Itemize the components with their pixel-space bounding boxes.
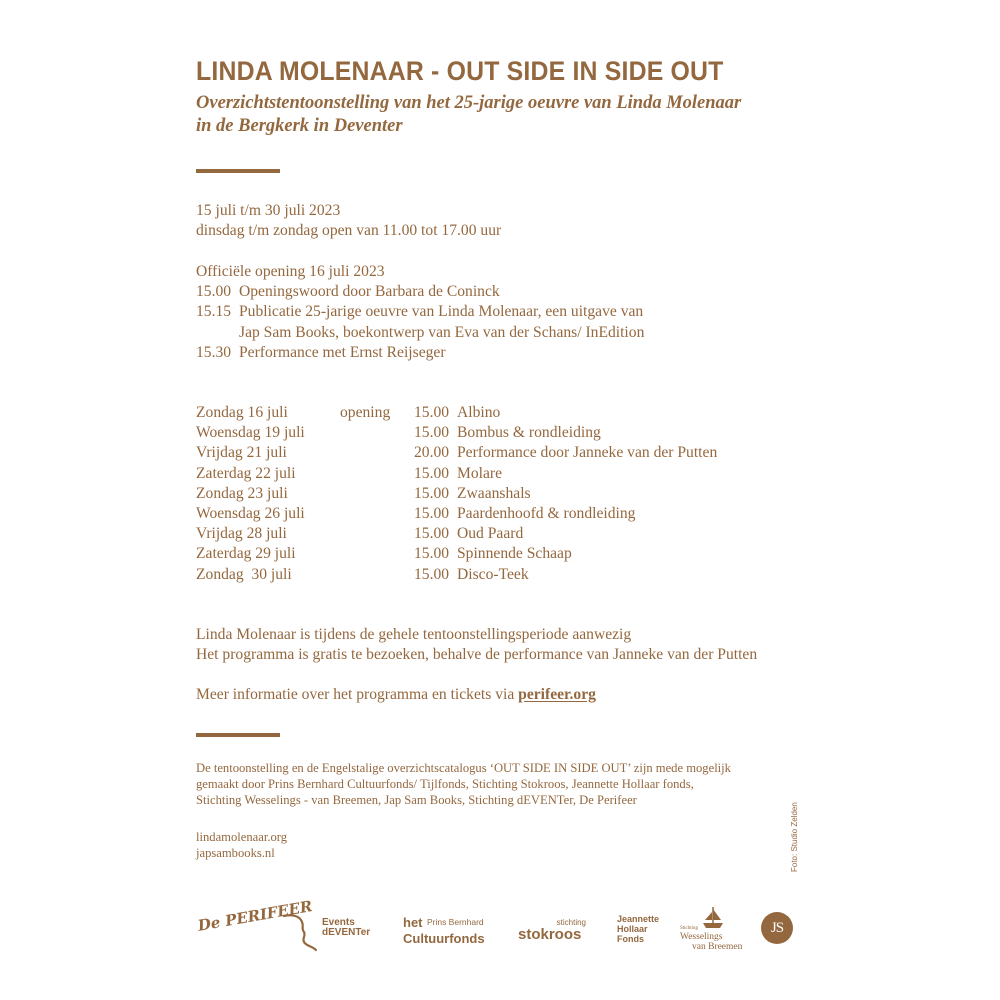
schedule-time: 15.00 bbox=[414, 565, 450, 583]
schedule-time: 15.00 bbox=[414, 464, 450, 482]
subtitle-line-1: Overzichtstentoonstelling van het 25-jarige oeuvre van Linda Molenaar bbox=[196, 93, 742, 113]
stokroos-logo: stichting stokroos bbox=[518, 918, 586, 943]
opening-hours: dinsdag t/m zondag open van 11.00 tot 17.00 uur bbox=[196, 222, 502, 240]
schedule-row bbox=[196, 443, 796, 463]
perifeer-link[interactable]: perifeer.org bbox=[518, 686, 596, 703]
opening-item-text-line2: Jap Sam Books, boekontwerp van Eva van der Schans/ InEdition bbox=[239, 323, 645, 341]
schedule-event: Performance door Janneke van der Putten bbox=[457, 444, 718, 462]
sponsor-text bbox=[196, 760, 731, 809]
lindamolenaar-link[interactable]: lindamolenaar.org bbox=[196, 830, 288, 844]
schedule-row bbox=[196, 544, 796, 564]
schedule-row bbox=[196, 484, 796, 504]
schedule-day: Vrijdag 21 juli bbox=[196, 444, 287, 462]
schedule-time: 15.00 bbox=[414, 484, 450, 502]
schedule-time: 20.00 bbox=[414, 444, 450, 462]
opening-item-text: Performance met Ernst Reijseger bbox=[239, 343, 446, 361]
free-note: Het programma is gratis te bezoeken, behalve de performance van Janneke van der Putten bbox=[196, 646, 758, 664]
opening-item bbox=[196, 302, 756, 322]
schedule-row bbox=[196, 464, 796, 484]
opening-item bbox=[196, 282, 756, 302]
schedule-day: Woensdag 19 juli bbox=[196, 424, 305, 442]
schedule-time: 15.00 bbox=[414, 424, 450, 442]
opening-heading: Officiële opening 16 juli 2023 bbox=[196, 263, 385, 280]
subtitle bbox=[196, 92, 741, 138]
website-links bbox=[196, 829, 287, 861]
schedule-day: Zondag 16 juli bbox=[196, 404, 288, 421]
schedule-event: Paardenhoofd & rondleiding bbox=[457, 504, 636, 522]
opening-item-text: Publicatie 25-jarige oeuvre van Linda Molenaar, een uitgave van bbox=[239, 303, 644, 321]
schedule-row bbox=[196, 423, 796, 443]
info-text: Meer informatie over het programma en tickets via bbox=[196, 686, 519, 703]
opening-item bbox=[196, 343, 756, 363]
schedule-event: Bombus & rondleiding bbox=[457, 424, 601, 442]
opening-item-time: 15.00 bbox=[196, 283, 232, 301]
japsambooks-link[interactable]: japsambooks.nl bbox=[196, 846, 275, 861]
info-line bbox=[196, 685, 596, 705]
notes-block bbox=[196, 625, 757, 665]
prins-bernhard-logo: het Prins Bernhard Cultuurfonds bbox=[403, 915, 485, 946]
schedule-event: Oud Paard bbox=[457, 525, 524, 543]
schedule-event: Molare bbox=[457, 464, 503, 482]
opening-block bbox=[196, 262, 756, 363]
schedule-note: opening bbox=[340, 404, 391, 421]
schedule-day: Zondag 23 juli bbox=[196, 484, 288, 502]
photo-credit: Foto: Studio Zelden bbox=[790, 802, 799, 872]
schedule-time: 15.00 bbox=[414, 404, 450, 421]
schedule-event: Albino bbox=[457, 404, 501, 421]
profile-silhouette-icon bbox=[282, 912, 318, 952]
schedule-day: Vrijdag 28 juli bbox=[196, 525, 287, 543]
schedule-time: 15.00 bbox=[414, 504, 450, 522]
sponsor-line: gemaakt door Prins Bernhard Cultuurfonds/ Tijlfonds, Stichting Stokroos, Jeannette Hollaar fonds, bbox=[196, 777, 694, 792]
subtitle-line-2: in de Bergkerk in Deventer bbox=[196, 116, 403, 136]
schedule-day: Woensdag 26 juli bbox=[196, 504, 305, 522]
opening-item-time: 15.15 bbox=[196, 303, 232, 321]
perifeer-logo: De PERIFEER bbox=[196, 897, 314, 935]
opening-item-text: Openingswoord door Barbara de Coninck bbox=[239, 283, 500, 301]
schedule-event: Zwaanshals bbox=[457, 484, 531, 502]
exhibition-period: 15 juli t/m 30 juli 2023 bbox=[196, 202, 341, 219]
schedule-day: Zondag 30 juli bbox=[196, 565, 292, 583]
events-deventer-logo: Events dEVENTer bbox=[282, 912, 318, 957]
opening-item-time: 15.30 bbox=[196, 343, 232, 361]
schedule-row bbox=[196, 524, 796, 544]
schedule-row bbox=[196, 403, 796, 423]
schedule-day: Zaterdag 29 juli bbox=[196, 545, 296, 563]
presence-note: Linda Molenaar is tijdens de gehele tentoonstellingsperiode aanwezig bbox=[196, 626, 632, 643]
schedule-event: Disco-Teek bbox=[457, 565, 529, 583]
divider-rule bbox=[196, 169, 280, 173]
jap-sam-books-logo: JS bbox=[761, 912, 793, 944]
dates-block bbox=[196, 201, 501, 241]
schedule-time: 15.00 bbox=[414, 525, 450, 543]
schedule-row bbox=[196, 504, 796, 524]
page-title: LINDA MOLENAAR - OUT SIDE IN SIDE OUT bbox=[196, 56, 724, 86]
sponsor-line: De tentoonstelling en de Engelstalige overzichtscatalogus ‘OUT SIDE IN SIDE OUT’ zijn mede mogelijk bbox=[196, 761, 731, 775]
divider-rule-bottom bbox=[196, 733, 280, 737]
hollaar-fonds-logo: Jeannette Hollaar Fonds bbox=[617, 914, 660, 944]
schedule-day: Zaterdag 22 juli bbox=[196, 464, 296, 482]
schedule-event: Spinnende Schaap bbox=[457, 545, 572, 563]
ship-icon bbox=[700, 905, 726, 931]
sponsor-line: Stichting Wesselings - van Breemen, Jap Sam Books, Stichting dEVENTer, De Perifeer bbox=[196, 793, 637, 808]
schedule-table bbox=[196, 403, 796, 585]
schedule-row bbox=[196, 565, 796, 585]
wesselings-logo: Stichting Wesselings van Breemen bbox=[680, 905, 750, 955]
opening-item-continued bbox=[196, 323, 756, 343]
schedule-time: 15.00 bbox=[414, 545, 450, 563]
